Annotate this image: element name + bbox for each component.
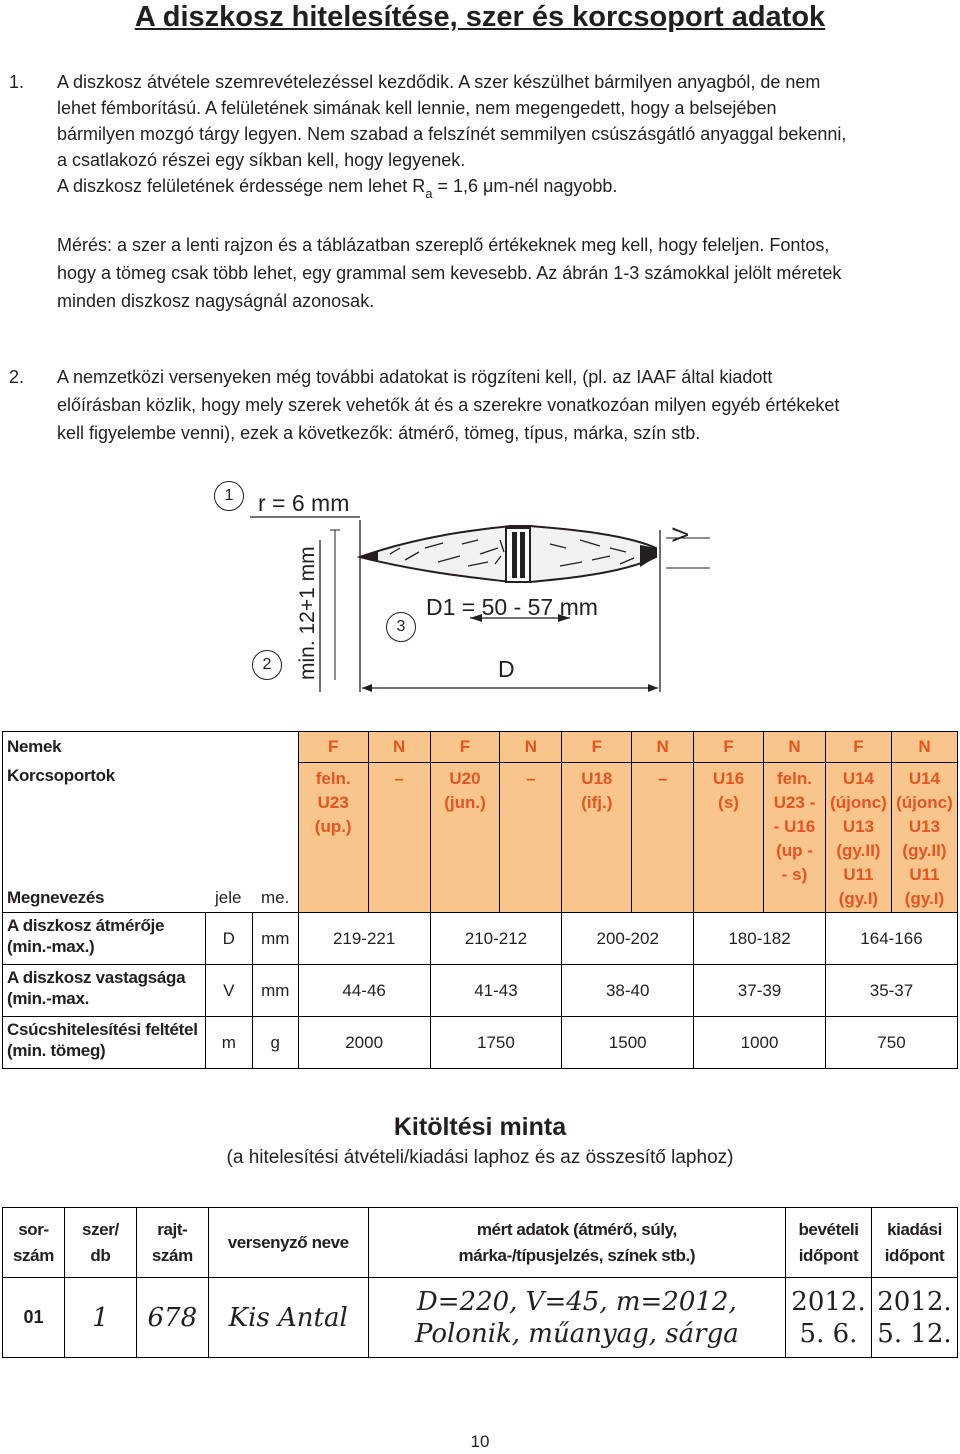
section-1-line: a csatlakozó részei egy síkban kell, hogy legyenek.: [57, 150, 466, 170]
row-value: 1000: [694, 1017, 826, 1069]
row-value: 35-37: [825, 965, 957, 1017]
sample-table: [2, 1207, 958, 1358]
sex-cell: N: [632, 732, 694, 763]
jele-header: jele: [215, 888, 242, 907]
sex-cell: N: [500, 732, 562, 763]
col-measured: mért adatok (átmérő, súly, márka-/típusjelzés, színek stb.): [368, 1208, 785, 1278]
diameter-label: D: [498, 656, 515, 682]
group-cell: –: [368, 762, 430, 913]
row-symbol: D: [205, 913, 252, 965]
me-header: me.: [261, 888, 290, 907]
sex-row: [3, 732, 958, 763]
sex-cell: F: [562, 732, 632, 763]
row-value: 219-221: [298, 913, 430, 965]
spec-table: [2, 731, 958, 1069]
row-unit: mm: [252, 913, 298, 965]
cell-out-date: 2012. 5. 12.: [871, 1278, 957, 1358]
row-value: 44-46: [298, 965, 430, 1017]
marker-2: 2: [252, 650, 282, 680]
group-cell: U18 (ifj.): [562, 762, 632, 913]
cell-name: Kis Antal: [208, 1278, 368, 1358]
row-value: 750: [825, 1017, 957, 1069]
section-2: [9, 363, 957, 447]
section-1: [9, 69, 957, 207]
roughness-line: A diszkosz felületének érdessége nem lehet $R_a = 1,6$ μm-nél nagyobb.: [57, 176, 618, 201]
section-2-number: 2.: [9, 367, 25, 387]
table-row: [3, 913, 958, 965]
row-name: A diszkosz vastagsága (min.-max.: [3, 965, 206, 1017]
measure-line: Mérés: a szer a lenti rajzon és a táblázatban szereplő értékeknek meg kell, hogy feleljen. Fontos,: [57, 235, 830, 255]
section-1-line: bármilyen mozgó tárgy legyen. Nem szabad a felszínét semmilyen csúszásgátló anyaggal bekenni,: [57, 124, 847, 144]
sex-cell: F: [298, 732, 368, 763]
measure-line: hogy a tömeg csak több lehet, egy grammal sem kevesebb. Az ábrán 1-3 számokkal jelölt méretek: [57, 263, 842, 283]
row-value: 210-212: [430, 913, 562, 965]
row-value: 2000: [298, 1017, 430, 1069]
section-1-line: lehet fémborítású. A felületének simának kell lennie, nem megengedett, hogy a belsejében: [57, 98, 777, 118]
group-cell: –: [500, 762, 562, 913]
sample-heading: Kitöltési minta: [393, 1113, 567, 1141]
table-row: [3, 1017, 958, 1069]
section-1-line: A diszkosz átvétele szemrevételezéssel kezdődik. A szer készülhet bármilyen anyagból, de nem: [57, 72, 821, 92]
sample-subheading: (a hitelesítési átvételi/kiadási laphoz és az összesítő laphoz): [226, 1147, 734, 1168]
section-2-line: kell figyelembe venni), ezek a következők: átmérő, tömeg, típus, márka, szín stb.: [57, 423, 701, 443]
group-cell: U14 (újonc) U13 (gy.II) U11 (gy.I): [891, 762, 957, 913]
col-out-date: kiadási időpont: [871, 1208, 957, 1278]
row-value: 37-39: [694, 965, 826, 1017]
marker-1: 1: [214, 481, 244, 511]
sex-cell: N: [368, 732, 430, 763]
cell-db: 1: [64, 1278, 136, 1358]
page-title: A diszkosz hitelesítése, szer és korcsoport adatok: [134, 1, 826, 33]
col-rajtszam: rajt- szám: [136, 1208, 208, 1278]
radius-label: r = 6 mm: [258, 490, 350, 516]
group-cell: feln. U23 (up.): [298, 762, 368, 913]
row-value: 180-182: [694, 913, 826, 965]
marker-3: 3: [386, 612, 416, 642]
row-symbol: m: [205, 1017, 252, 1069]
cell-sorszam: 01: [3, 1278, 65, 1358]
nemek-label: Nemek: [3, 732, 299, 763]
table-row: [3, 965, 958, 1017]
col-db: szer/ db: [64, 1208, 136, 1278]
row-unit: mm: [252, 965, 298, 1017]
row-value: 41-43: [430, 965, 562, 1017]
row-name: A diszkosz átmérője (min.-max.): [3, 913, 206, 965]
sample-header-row: [3, 1208, 958, 1278]
row-value: 164-166: [825, 913, 957, 965]
megnevezes-header: Megnevezés: [7, 888, 105, 907]
cell-measured: [368, 1278, 785, 1358]
sample-row: [3, 1278, 958, 1358]
measured-line-2: Polonik, műanyag, sárga: [414, 1318, 739, 1349]
row-unit: g: [252, 1017, 298, 1069]
col-name: versenyző neve: [208, 1208, 368, 1278]
cell-rajtszam: 678: [136, 1278, 208, 1358]
col-sorszam: sor- szám: [3, 1208, 65, 1278]
measurement-paragraph: [57, 231, 957, 315]
row-value: 1750: [430, 1017, 562, 1069]
row-value: 1500: [562, 1017, 694, 1069]
inner-diameter-label: D1 = 50 - 57 mm: [426, 594, 598, 620]
sex-cell: N: [764, 732, 826, 763]
section-2-line: előírásban közlik, hogy mely szerek vehetők át és a szerekre vonatkozóan milyen egyéb értékeket: [57, 395, 840, 415]
group-cell: U16 (s): [694, 762, 764, 913]
cell-in-date: 2012. 5. 6.: [786, 1278, 872, 1358]
measured-line-1: D=220, V=45, m=2012,: [416, 1286, 737, 1317]
group-cell: U14 (újonc) U13 (gy.II) U11 (gy.I): [825, 762, 891, 913]
group-row: [3, 762, 958, 913]
page-number: 10: [470, 1432, 490, 1451]
sex-cell: F: [825, 732, 891, 763]
group-cell: feln. U23 - - U16 (up - - s): [764, 762, 826, 913]
discus-diagram: [200, 470, 720, 700]
group-cell: –: [632, 762, 694, 913]
row-symbol: V: [205, 965, 252, 1017]
row-name: Csúcshitelesítési feltétel (min. tömeg): [3, 1017, 206, 1069]
col-in-date: bevételi időpont: [786, 1208, 872, 1278]
sex-cell: N: [891, 732, 957, 763]
sex-cell: F: [694, 732, 764, 763]
korcsoportok-label: Korcsoportok: [7, 766, 115, 785]
height-label: min. 12+1 mm: [296, 546, 319, 680]
measure-line: minden diszkosz nagyságnál azonosak.: [57, 291, 375, 311]
section-2-line: A nemzetközi versenyeken még további adatokat is rögzíteni kell, (pl. az IAAF által kiadott: [57, 367, 773, 387]
thickness-label: V: [668, 527, 693, 542]
row-value: 200-202: [562, 913, 694, 965]
group-cell: U20 (jun.): [430, 762, 500, 913]
section-1-number: 1.: [9, 72, 25, 92]
row-value: 38-40: [562, 965, 694, 1017]
sex-cell: F: [430, 732, 500, 763]
